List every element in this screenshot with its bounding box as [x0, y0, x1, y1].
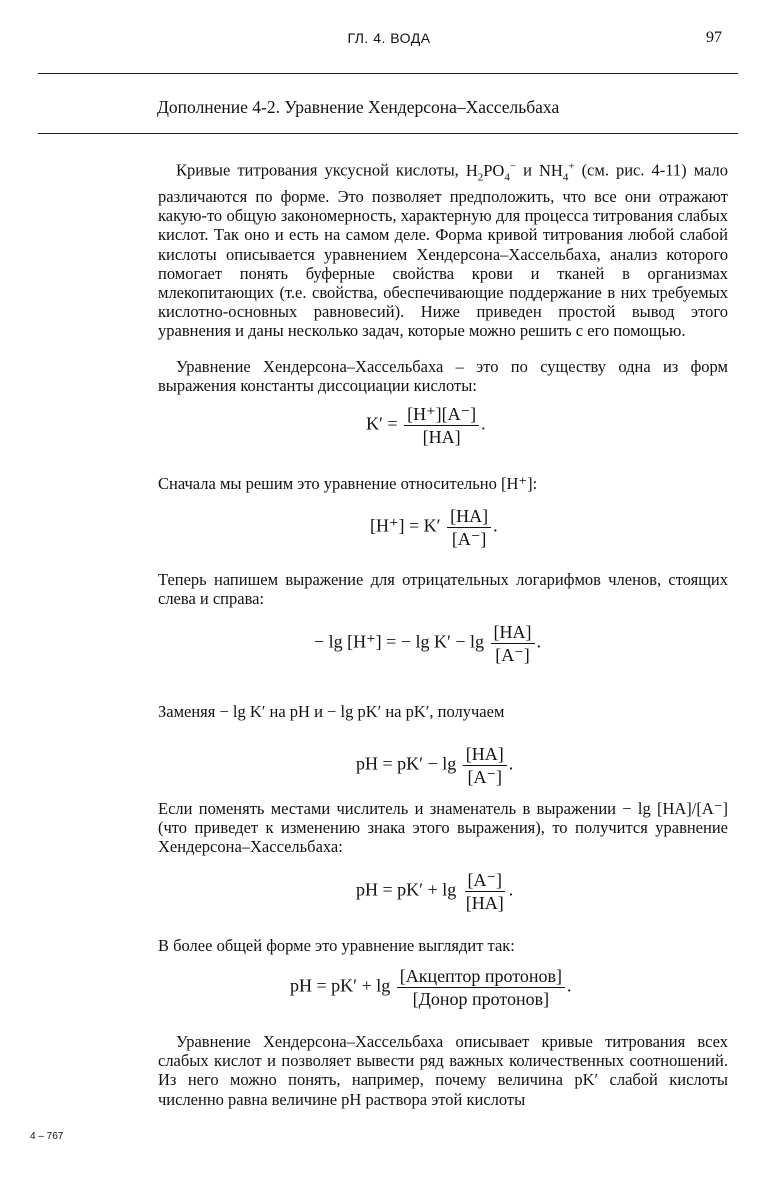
- equation-general: pH = pK′ + lg $\frac{\text{[Акцептор протонов]}}{\text{[Донор протонов]}}$ .: [290, 966, 572, 1009]
- paragraph-text: (см. рис. 4-11) мало различаются по форме. Это позволяет предположить, что все они отражают какую-то общую закономерность, характерную для процесса титрования слабых кислот. Так оно и есть на самом деле. Форма кривой титрования любой слабой кислоты описывается уравнением Хендерсона–Хассельбаха, анализ которого помогает понять буферные свойства крови и тканей в организмах млекопитающих (т.е. свойства, обеспечивающие поддержание в них требуемых кислотно-основных равновесий). Ниже приведен простой вывод этого уравнения и даны несколько задач, которые можно решить с его помощью.: [158, 160, 728, 341]
- equation-neg-log: − lg [H⁺] = − lg K′ − lg $\frac{[HA]}{[A^-]}$ .: [314, 622, 542, 665]
- formula-h2po4: $H_2PO_4^-$: [465, 160, 517, 183]
- paragraph-text: Кривые титрования уксусной кислоты,: [176, 160, 466, 180]
- fraction: [463, 870, 507, 913]
- equation-lhs: − lg [H⁺] = − lg K′ − lg: [314, 631, 485, 652]
- equation-dissociation-constant: K′ = $\frac{[H^+][A^-]}{[HA]}$ .: [366, 404, 486, 447]
- fraction-numerator: [Акцептор протонов]: [397, 966, 565, 988]
- paragraph-swap: Если поменять местами числитель и знаменатель в выражении − lg [HA]/[A⁻] (что приведет к изменению знака этого выражения), то получится уравнение Хендерсона–Хассельбаха:: [158, 799, 728, 857]
- header-rule: [38, 73, 738, 74]
- equation-henderson-hasselbalch: pH = pK′ + lg $\frac{[A^-]}{[HA]}$ .: [356, 870, 514, 913]
- fraction: [491, 622, 535, 665]
- equation-lhs: K′ =: [366, 413, 398, 434]
- paragraph-intro: Кривые титрования уксусной кислоты, $H_2PO_4^-$ и $NH_4^+$ (см. рис. 4-11) мало различаются по форме. Это позволяет предположить, что все они отражают какую-то общую закономерность, характерную для процесса титрования слабых кислот. Так оно и есть на самом деле. Форма кривой титрования любой слабой кислоты описывается уравнением Хендерсона–Хассельбаха, анализ которого помогает понять буферные свойства крови и тканей в организмах млекопитающих (т.е. свойства, обеспечивающие поддержание в них требуемых кислотно-основных равновесий). Ниже приведен простой вывод этого уравнения и даны несколько задач, которые можно решить с его помощью.: [158, 160, 728, 341]
- fraction-numerator: [HA]: [491, 622, 535, 644]
- running-header-title: ГЛ. 4. ВОДА: [347, 30, 431, 46]
- title-rule: [38, 133, 738, 134]
- page-number: 97: [706, 29, 722, 46]
- equation-lhs: pH = pK′ − lg: [356, 753, 457, 774]
- paragraph-solve: Сначала мы решим это уравнение относительно [H⁺]:: [158, 474, 538, 493]
- equation-lhs: pH = pK′ + lg: [290, 975, 391, 996]
- fraction: [447, 506, 491, 549]
- fraction-denominator: [HA]: [465, 893, 504, 913]
- paragraph-dissociation: Уравнение Хендерсона–Хассельбаха – это по существу одна из форм выражения константы диссоциации кислоты:: [158, 357, 728, 396]
- fraction: [463, 744, 507, 787]
- fraction: [404, 404, 479, 447]
- paragraph-general-form: В более общей форме это уравнение выглядит так:: [158, 936, 515, 955]
- fraction-denominator: [Донор протонов]: [412, 989, 550, 1009]
- fraction-denominator: [A⁻]: [451, 529, 487, 549]
- formula-nh4: $NH_4^+$: [538, 160, 575, 183]
- signature-mark: 4 – 767: [30, 1131, 64, 1142]
- fraction-denominator: [HA]: [422, 427, 461, 447]
- equation-h-concentration: [H⁺] = K′ $\frac{[HA]}{[A^-]}$ .: [370, 506, 498, 549]
- paragraph-conclusion: Уравнение Хендерсона–Хассельбаха описывает кривые титрования всех слабых кислот и позволяет вывести ряд важных количественных соотношений. Из него можно понять, например, почему величина pK′ слабой кислоты численно равна величине pH раствора этой кислоты: [158, 1032, 728, 1109]
- paragraph-substitution: Заменяя − lg K′ на pH и − lg pK′ на pK′, получаем: [158, 702, 505, 721]
- fraction-numerator: [HA]: [463, 744, 507, 766]
- equation-lhs: [H⁺] = K′: [370, 515, 441, 536]
- fraction: [397, 966, 565, 1009]
- fraction-numerator: [A⁻]: [465, 870, 506, 892]
- paragraph-logarithms: Теперь напишем выражение для отрицательных логарифмов членов, стоящих слева и справа:: [158, 570, 728, 609]
- fraction-numerator: [HA]: [447, 506, 491, 528]
- fraction-denominator: [A⁻]: [495, 645, 530, 665]
- equation-lhs: pH = pK′ + lg: [356, 879, 457, 900]
- supplement-title: Дополнение 4-2. Уравнение Хендерсона–Хассельбаха: [157, 97, 560, 117]
- fraction-denominator: [A⁻]: [467, 767, 502, 787]
- equation-ph-minus: pH = pK′ − lg $\frac{[HA]}{[A^-]}$ .: [356, 744, 514, 787]
- fraction-numerator: [H⁺][A⁻]: [404, 404, 479, 426]
